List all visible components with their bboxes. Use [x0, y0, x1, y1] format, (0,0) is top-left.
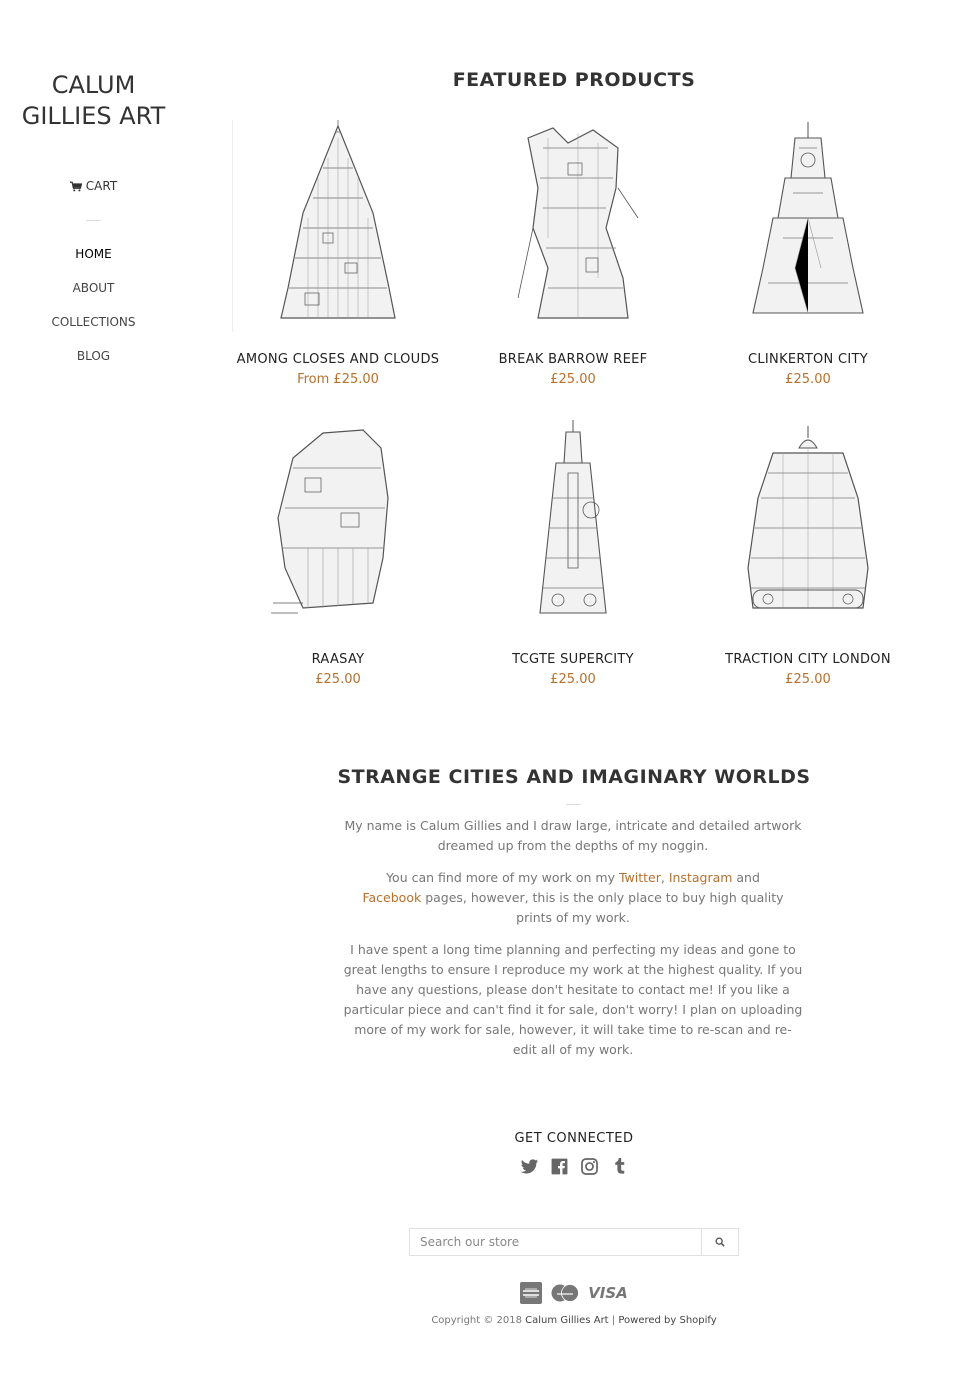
copyright-sep: |	[608, 1315, 619, 1326]
about-paragraph-2	[343, 868, 803, 928]
about-title: STRANGE CITIES AND IMAGINARY WORLDS	[337, 766, 811, 788]
search-input[interactable]	[410, 1229, 701, 1255]
payment-icons	[218, 1282, 930, 1304]
copyright-prefix: Copyright © 2018	[431, 1315, 526, 1326]
traction-city-drawing-icon	[723, 418, 893, 628]
product-price: £25.00	[785, 672, 831, 687]
instagram-link[interactable]: Instagram	[668, 870, 733, 885]
product-card-break-barrow-reef[interactable]	[455, 115, 691, 387]
product-price: £25.00	[550, 672, 596, 687]
product-price: From £25.00	[297, 372, 379, 387]
about-paragraph-1: My name is Calum Gillies and I draw large, intricate and detailed artwork dreamed up from the depths of my noggin.	[344, 818, 802, 853]
nav-item-home[interactable]: HOME	[75, 247, 112, 261]
about-p2-comma: ,	[660, 870, 669, 885]
reef-city-drawing-icon	[498, 118, 648, 328]
about-divider	[566, 804, 581, 805]
nav-item-collections[interactable]: COLLECTIONS	[51, 315, 136, 329]
product-name[interactable]: RAASAY	[311, 652, 365, 667]
nav-item-about[interactable]: ABOUT	[72, 281, 115, 295]
featured-products-title: FEATURED PRODUCTS	[452, 69, 696, 91]
instagram-social-link[interactable]	[580, 1157, 599, 1176]
facebook-icon	[550, 1157, 569, 1176]
product-name[interactable]: AMONG CLOSES AND CLOUDS	[236, 352, 440, 367]
product-image[interactable]	[220, 415, 456, 631]
product-card-traction-city-london[interactable]	[690, 415, 926, 687]
about-text	[343, 816, 803, 1072]
store-logo[interactable]	[0, 70, 187, 132]
product-image[interactable]	[690, 115, 926, 331]
cart-link[interactable]	[0, 179, 187, 193]
instagram-icon	[580, 1157, 599, 1176]
social-links	[218, 1157, 930, 1176]
product-card-tcgte-supercity[interactable]	[455, 415, 691, 687]
product-image[interactable]	[690, 415, 926, 631]
product-image[interactable]	[455, 415, 691, 631]
main-nav	[0, 247, 187, 383]
cliff-island-drawing-icon	[253, 418, 423, 628]
about-p2-after: pages, however, this is the only place to buy high quality prints of my work.	[421, 890, 784, 925]
about-p2-and: and	[732, 870, 760, 885]
cart-icon	[70, 181, 82, 192]
copyright-store-link[interactable]: Calum Gillies Art	[525, 1315, 609, 1326]
cart-label: CART	[85, 179, 118, 193]
nav-item-blog[interactable]: BLOG	[76, 349, 111, 363]
american-express-icon	[520, 1282, 542, 1304]
product-price: £25.00	[550, 372, 596, 387]
mastercard-icon	[551, 1284, 579, 1302]
visa-icon: VISA	[588, 1284, 628, 1302]
product-name[interactable]: TRACTION CITY LONDON	[725, 652, 891, 667]
product-card-among-closes-and-clouds[interactable]	[220, 115, 456, 387]
supercity-tower-drawing-icon	[498, 418, 648, 628]
twitter-social-link[interactable]	[520, 1157, 539, 1176]
product-card-raasay[interactable]	[220, 415, 456, 687]
powered-by-shopify-link[interactable]: Powered by Shopify	[618, 1315, 717, 1326]
product-image[interactable]	[220, 115, 456, 331]
product-name[interactable]: CLINKERTON CITY	[747, 352, 869, 367]
search-icon	[715, 1237, 725, 1247]
sidebar-divider	[86, 220, 101, 221]
copyright	[218, 1315, 930, 1326]
store-title-line2: GILLIES ART	[21, 102, 166, 130]
get-connected-title: GET CONNECTED	[514, 1131, 634, 1146]
about-paragraph-3: I have spent a long time planning and perfecting my ideas and gone to great lengths to ensure I reproduce my work at the highest quality. If you have any questions, please don't hesitate to contact me! If you like a particular piece and can't find it for sale, don't worry! I plan on uploading more of my work for sale, however, it will take time to re-scan and re-edit all of my work.	[343, 942, 803, 1057]
facebook-social-link[interactable]	[550, 1157, 569, 1176]
product-name[interactable]: TCGTE SUPERCITY	[512, 652, 634, 667]
twitter-icon	[520, 1157, 539, 1176]
about-p2-before: You can find more of my work on my	[386, 870, 619, 885]
search-button[interactable]	[701, 1229, 738, 1255]
tumblr-icon	[610, 1157, 629, 1176]
tumblr-social-link[interactable]	[610, 1157, 629, 1176]
product-name[interactable]: BREAK BARROW REEF	[498, 352, 648, 367]
tower-city-drawing-icon	[733, 118, 883, 328]
twitter-link[interactable]: Twitter	[618, 870, 661, 885]
mountain-city-drawing-icon	[263, 118, 413, 328]
store-title-line1: CALUM	[51, 71, 136, 99]
facebook-link[interactable]: Facebook	[362, 890, 422, 905]
product-image[interactable]	[455, 115, 691, 331]
product-price: £25.00	[315, 672, 361, 687]
search-form	[409, 1228, 739, 1256]
product-price: £25.00	[785, 372, 831, 387]
product-card-clinkerton-city[interactable]	[690, 115, 926, 387]
